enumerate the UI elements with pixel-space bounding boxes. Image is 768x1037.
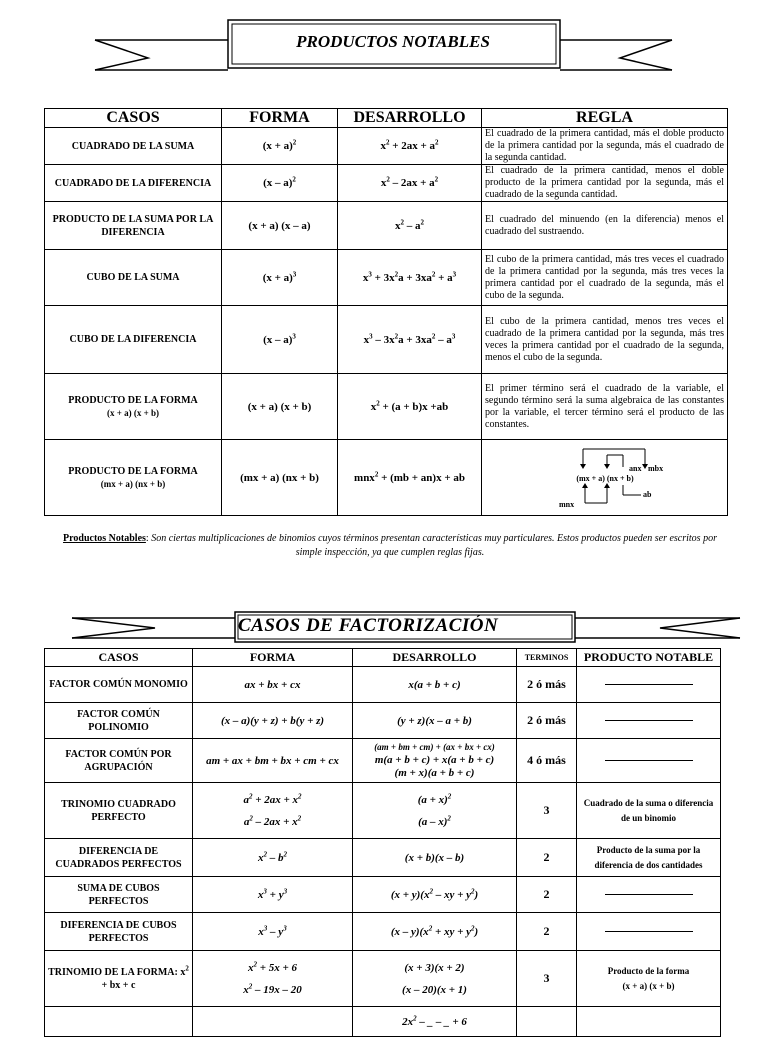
caso-label: CUADRADO DE LA SUMA	[71, 140, 195, 152]
table-row	[45, 839, 721, 877]
forma-cell	[193, 1007, 353, 1037]
caso-cell: TRINOMIO DE LA FORMA: $x^2$ + bx + c	[45, 951, 193, 1007]
header-desarrollo: DESARROLLO	[338, 109, 482, 128]
diagram-label-mnx: mnx	[558, 499, 574, 509]
header-terminos: TERMINOS	[517, 649, 577, 667]
empty-dash-line	[605, 931, 693, 932]
caso-cell	[45, 306, 222, 374]
table-row	[45, 440, 728, 516]
desarrollo-cell: $x^2 - 2ax + a^2$	[338, 165, 482, 202]
diagram-label-anx: anx	[628, 463, 641, 473]
regla-cell: El cuadrado del minuendo (en la diferencia) menos el cuadrado del sustraendo.	[482, 202, 728, 250]
terminos-cell	[517, 1007, 577, 1037]
forma-cell: $(x + a)^3$	[222, 250, 338, 306]
terminos-cell: 2	[517, 877, 577, 913]
desarrollo-cell: mnx$^2$ + (mb + an)x + ab	[338, 440, 482, 516]
note-text: Son ciertas multiplicaciones de binomios cuyos términos presentan características muy particulares. Estos productos pueden ser escritos por simple inspección, ya que cumplen reglas fijas.	[151, 533, 717, 558]
caso-cell: SUMA DE CUBOS PERFECTOS	[45, 877, 193, 913]
terminos-cell: 4 ó más	[517, 739, 577, 783]
desarrollo-cell: $x^2 + (a + b)x +ab$	[338, 374, 482, 440]
productos-notables-table	[44, 108, 728, 516]
header-casos: CASOS	[45, 109, 222, 128]
table-row	[45, 250, 728, 306]
table-header-row	[45, 649, 721, 667]
forma-cell: (mx + a) (nx + b)	[222, 440, 338, 516]
empty-dash-line	[605, 760, 693, 761]
empty-dash-line	[605, 894, 693, 895]
producto-notable-cell: Producto de la suma por la diferencia de dos cantidades	[577, 839, 721, 877]
table-row	[45, 128, 728, 165]
header-forma: FORMA	[222, 109, 338, 128]
product-diagram	[545, 445, 665, 511]
desarrollo-cell: $2x^2$ – _ – _ + 6	[353, 1007, 517, 1037]
forma-cell: ax + bx + cx	[193, 667, 353, 703]
forma-cell: $x^2 + 5x + 6$ $x^2 - 19x - 20$	[193, 951, 353, 1007]
terminos-cell: 2 ó más	[517, 667, 577, 703]
caso-label: CUBO DE LA DIFERENCIA	[69, 334, 197, 345]
caso-sublabel: (x + a) (x + b)	[106, 407, 159, 418]
producto-notable-cell	[577, 913, 721, 951]
desarrollo-cell: $(x - y)(x^2$ + xy + $y^2$)	[353, 913, 517, 951]
definition-note: Productos Notables: Son ciertas multiplicaciones de binomios cuyos términos presentan características muy particulares. Estos productos pueden ser escritos por simple inspección, ya que cumplen reglas fijas.	[63, 533, 717, 558]
producto-notable-cell	[577, 667, 721, 703]
forma-cell: am + ax + bm + bx + cm + cx	[193, 739, 353, 783]
desarrollo-cell: (x + b)(x – b)	[353, 839, 517, 877]
caso-cell: FACTOR COMÚN POR AGRUPACIÓN	[45, 739, 193, 783]
regla-cell: El cubo de la primera cantidad, menos tres veces el cuadrado de la primera cantidad por la segunda, más tres veces la primera cantidad por el cuadrado de la segunda, menos el cubo de la segunda.	[482, 306, 728, 374]
factorizacion-table	[44, 648, 721, 1037]
forma-cell: $(x + a)^2$	[222, 128, 338, 165]
note-title: Productos Notables	[63, 533, 146, 544]
forma-cell: $x^3 - y^3$	[193, 913, 353, 951]
producto-notable-cell	[577, 703, 721, 739]
terminos-cell: 2 ó más	[517, 703, 577, 739]
producto-notable-cell: Producto de la forma (x + a) (x + b)	[577, 951, 721, 1007]
caso-cell: DIFERENCIA DE CUBOS PERFECTOS	[45, 913, 193, 951]
desarrollo-cell: (x + 3)(x + 2) (x – 20)(x + 1)	[353, 951, 517, 1007]
table-row	[45, 374, 728, 440]
table-row	[45, 951, 721, 1007]
banner-title: CASOS DE FACTORIZACIÓN	[238, 615, 499, 636]
desarrollo-cell: $(x + y)(x^2$ – xy + $y^2$)	[353, 877, 517, 913]
table-row	[45, 165, 728, 202]
forma-cell: (x + a) (x – a)	[222, 202, 338, 250]
diagram-expression: (mx + a) (nx + b)	[575, 473, 634, 483]
table-row	[45, 877, 721, 913]
caso-cell	[45, 202, 222, 250]
table-row	[45, 739, 721, 783]
table-row	[45, 703, 721, 739]
caso-label: CUADRADO DE LA DIFERENCIA	[54, 177, 212, 189]
forma-cell: (x + a) (x + b)	[222, 374, 338, 440]
terminos-cell: 2	[517, 913, 577, 951]
desarrollo-cell: (am + bm + cm) + (ax + bx + cx) m(a + b + c) + x(a + b + c) (m + x)(a + b + c)	[353, 739, 517, 783]
caso-cell: DIFERENCIA DE CUADRADOS PERFECTOS	[45, 839, 193, 877]
diagram-label-mbx: mbx	[647, 463, 663, 473]
empty-dash-line	[605, 720, 693, 721]
header-casos: CASOS	[45, 649, 193, 667]
producto-notable-cell	[577, 739, 721, 783]
banner-casos-factorizacion	[0, 610, 768, 644]
desarrollo-cell: $x^2 + 2ax + a^2$	[338, 128, 482, 165]
banner-title: PRODUCTOS NOTABLES	[296, 32, 490, 51]
terminos-cell: 3	[517, 783, 577, 839]
header-regla: REGLA	[482, 109, 728, 128]
header-desarrollo: DESARROLLO	[353, 649, 517, 667]
caso-label: CUBO DE LA SUMA	[86, 272, 180, 283]
forma-cell: (x – a)$^2$	[222, 165, 338, 202]
caso-cell: FACTOR COMÚN MONOMIO	[45, 667, 193, 703]
empty-dash-line	[605, 684, 693, 685]
desarrollo-cell: x(a + b + c)	[353, 667, 517, 703]
regla-cell: El primer término será el cuadrado de la variable, el segundo término será la suma algebraica de las constantes por la variable, el tercer término será el producto de las constantes.	[482, 374, 728, 440]
table-row	[45, 306, 728, 374]
terminos-cell: 2	[517, 839, 577, 877]
caso-cell: TRINOMIO CUADRADO PERFECTO	[45, 783, 193, 839]
caso-sublabel: (mx + a) (nx + b)	[100, 478, 166, 489]
desarrollo-cell: $x^3 + 3x^2a + 3xa^2 + a^3$	[338, 250, 482, 306]
table-header-row	[45, 109, 728, 128]
desarrollo-cell: $(a + x)^2$ (a – x)$^2$	[353, 783, 517, 839]
desarrollo-cell: $x^3 - 3x^2a + 3xa^2 - a^3$	[338, 306, 482, 374]
caso-label: PRODUCTO DE LA FORMA	[68, 394, 198, 406]
desarrollo-cell: $x^2 - a^2$	[338, 202, 482, 250]
diagram-label-ab: ab	[642, 489, 651, 499]
caso-cell	[45, 128, 222, 165]
table-row	[45, 202, 728, 250]
terminos-cell: 3	[517, 951, 577, 1007]
forma-cell: $x^2 - b^2$	[193, 839, 353, 877]
caso-cell	[45, 1007, 193, 1037]
regla-cell: El cubo de la primera cantidad, más tres veces el cuadrado de la primera cantidad por la segunda, más tres veces la primera cantidad por el cuadrado de la segunda, más el cubo de la segunda.	[482, 250, 728, 306]
regla-cell: El cuadrado de la primera cantidad, menos el doble producto de la primera cantidad por la segunda, más el cuadrado de la segunda cantidad.	[482, 165, 728, 202]
desarrollo-cell: (y + z)(x – a + b)	[353, 703, 517, 739]
forma-cell: (x – a)(y + z) + b(y + z)	[193, 703, 353, 739]
header-forma: FORMA	[193, 649, 353, 667]
forma-cell: $a^2 + 2ax + x^2$ $a^2 - 2ax + x^2$	[193, 783, 353, 839]
table-row	[45, 1007, 721, 1037]
table-row	[45, 667, 721, 703]
regla-cell	[482, 440, 728, 516]
caso-cell	[45, 374, 222, 440]
banner-productos-notables	[0, 14, 768, 74]
caso-cell	[45, 165, 222, 202]
producto-notable-cell	[577, 1007, 721, 1037]
caso-cell	[45, 250, 222, 306]
caso-label: PRODUCTO DE LA FORMA	[68, 465, 198, 477]
forma-cell: $x^3 + y^3$	[193, 877, 353, 913]
caso-cell	[45, 440, 222, 516]
regla-cell: El cuadrado de la primera cantidad, más el doble producto de la primera cantidad por la segunda, más el cuadrado de la segunda cantidad.	[482, 128, 728, 165]
forma-cell: (x – a)$^3$	[222, 306, 338, 374]
caso-label: PRODUCTO DE LA SUMA POR LA DIFERENCIA	[52, 213, 214, 238]
caso-cell: FACTOR COMÚN POLINOMIO	[45, 703, 193, 739]
header-producto-notable: PRODUCTO NOTABLE	[577, 649, 721, 667]
producto-notable-cell	[577, 877, 721, 913]
table-row	[45, 783, 721, 839]
producto-notable-cell: Cuadrado de la suma o diferencia de un binomio	[577, 783, 721, 839]
table-row	[45, 913, 721, 951]
